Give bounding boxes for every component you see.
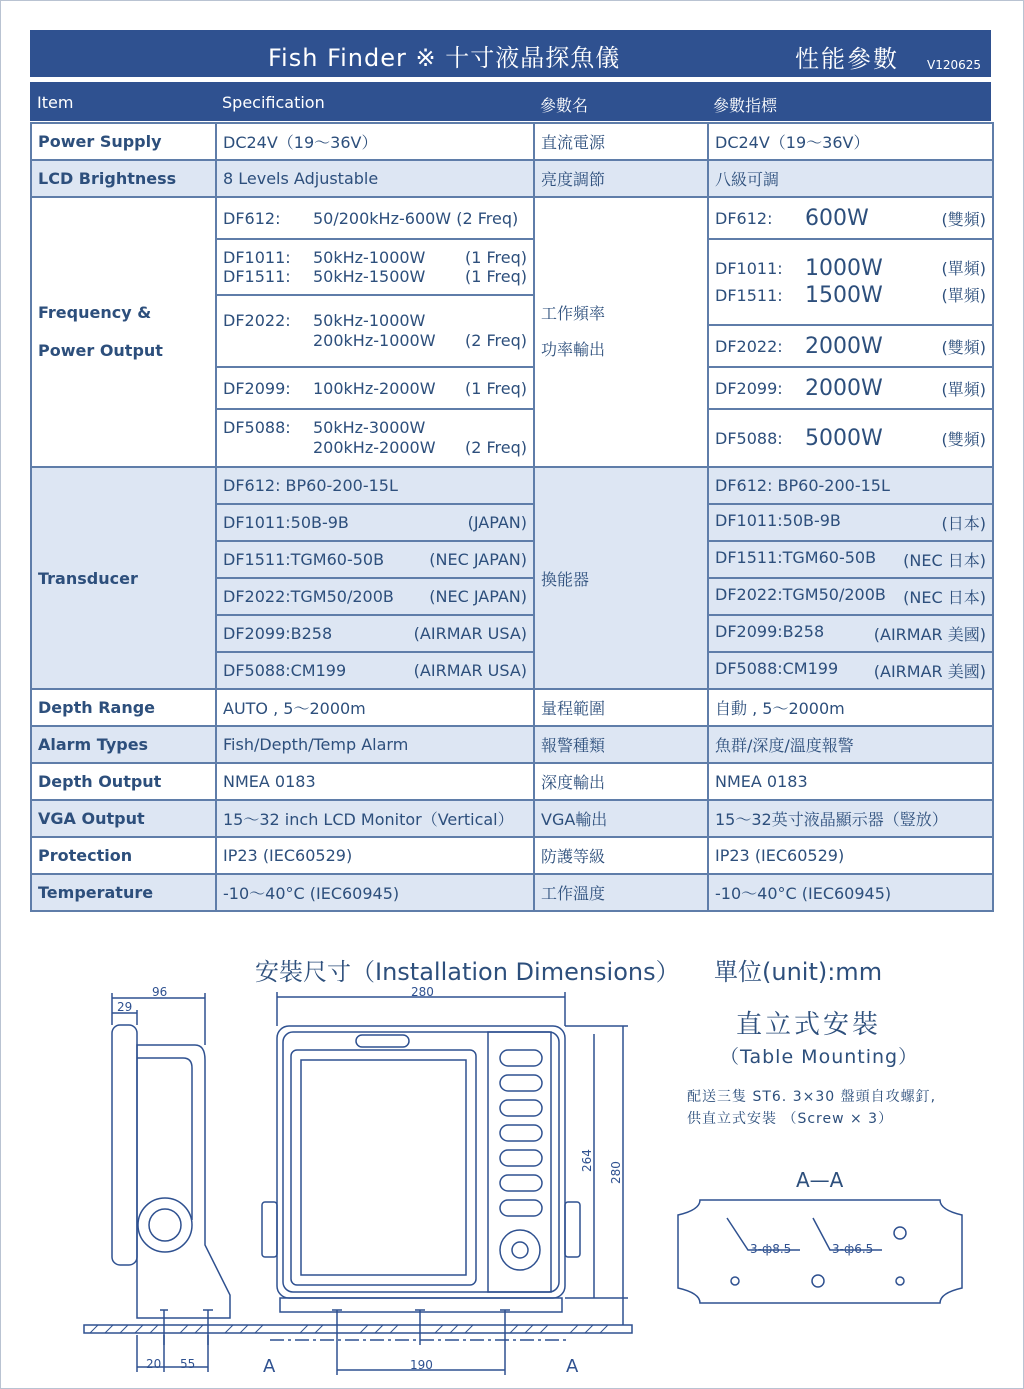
model-label: DF1011: bbox=[715, 259, 783, 278]
freq-mode: (2 Freq) bbox=[464, 331, 527, 350]
spec-value: 100kHz-2000W bbox=[313, 378, 436, 398]
model-label: DF2022: bbox=[715, 336, 783, 356]
side-view-body bbox=[112, 1025, 137, 1265]
hole-label: 3-ф6.5 bbox=[832, 1242, 874, 1256]
power-value: 600W bbox=[805, 205, 869, 231]
transducer-name: DF5088:CM199 bbox=[715, 659, 839, 678]
model-label: DF1511: bbox=[223, 267, 291, 286]
transducer-name: DF2022:TGM50/200B bbox=[715, 585, 886, 604]
cell-index: 八級可調 bbox=[708, 160, 993, 197]
screw-note: 供直立式安裝 （Screw × 3） bbox=[687, 1111, 894, 1127]
spec-value: 200kHz-2000W bbox=[313, 438, 436, 457]
mount-subtitle: （Table Mounting） bbox=[720, 1046, 919, 1068]
freq-mode: (單頻) bbox=[941, 259, 986, 278]
row-label: Depth Output bbox=[31, 763, 216, 800]
cell-param: 工作溫度 bbox=[534, 874, 708, 911]
transducer-name: DF2022:TGM50/200B bbox=[223, 587, 394, 606]
cell-spec: IP23 (IEC60529) bbox=[216, 837, 534, 874]
dim-29: 29 bbox=[117, 1000, 133, 1014]
power-value: 2000W bbox=[805, 375, 883, 401]
spec-value: 50kHz-1000W bbox=[313, 248, 426, 267]
page-title: Fish Finder ※ 十寸液晶探魚儀 bbox=[268, 44, 621, 72]
cell-spec: DC24V（19～36V） bbox=[216, 123, 534, 160]
power-value: 5000W bbox=[805, 425, 883, 451]
freq-mode: (2 Freq) bbox=[464, 438, 527, 457]
model-label: DF5088: bbox=[223, 418, 291, 437]
knob-inner bbox=[149, 1209, 181, 1241]
cell-param: 量程範圍 bbox=[534, 689, 708, 726]
dim-280-width: 280 bbox=[411, 985, 434, 999]
cell-spec: 15～32 inch LCD Monitor（Vertical） bbox=[216, 800, 534, 837]
cell-index: 15～32英寸液晶顯示器（豎放） bbox=[708, 800, 993, 837]
row-label: VGA Output bbox=[31, 800, 216, 837]
spec-value: 50kHz-1500W bbox=[313, 267, 426, 286]
transducer-name: DF5088:CM199 bbox=[223, 661, 347, 680]
col-spec: Specification bbox=[222, 93, 325, 112]
row-label: Depth Range bbox=[31, 689, 216, 726]
side-knob-right bbox=[565, 1202, 580, 1257]
transducer-origin: (AIRMAR 美國) bbox=[873, 625, 986, 644]
cell-index: 自動 , 5～2000m bbox=[708, 689, 993, 726]
transducer-origin: (NEC JAPAN) bbox=[429, 550, 527, 569]
cell-index: NMEA 0183 bbox=[708, 763, 993, 800]
dim-190: 190 bbox=[410, 1358, 433, 1372]
knob-outer bbox=[138, 1198, 192, 1252]
col-index: 參數指標 bbox=[713, 96, 778, 115]
cell-param: 亮度調節 bbox=[534, 160, 708, 197]
spec-value: 50kHz-3000W bbox=[313, 418, 426, 437]
spec-value: 50/200kHz-600W (2 Freq) bbox=[313, 208, 519, 228]
row-label: LCD Brightness bbox=[31, 160, 216, 197]
cell-param: 深度輸出 bbox=[534, 763, 708, 800]
side-knob-left bbox=[262, 1202, 277, 1257]
side-view-bracket-inner bbox=[137, 1058, 192, 1220]
freq-mode: (1 Freq) bbox=[464, 248, 527, 267]
transducer-name: DF1511:TGM60-50B bbox=[223, 550, 385, 569]
dim-55: 55 bbox=[180, 1357, 196, 1371]
cell-param: VGA輸出 bbox=[534, 800, 708, 837]
col-param: 參數名 bbox=[540, 96, 589, 115]
freq-mode: (1 Freq) bbox=[464, 267, 527, 286]
mount-hole bbox=[812, 1275, 824, 1287]
transducer-origin: (NEC 日本) bbox=[903, 588, 986, 607]
cell-index: 魚群/深度/溫度報警 bbox=[708, 726, 993, 763]
transducer-name: DF612: BP60-200-15L bbox=[223, 476, 398, 495]
param-line: 功率輸出 bbox=[541, 340, 606, 359]
cell-param: 換能器 bbox=[534, 467, 708, 689]
cell-index: -10～40°C (IEC60945) bbox=[708, 874, 993, 911]
transducer-name: DF1011:50B-9B bbox=[223, 513, 349, 532]
power-value: 1000W bbox=[805, 256, 883, 281]
cell-index: DC24V（19～36V） bbox=[708, 123, 993, 160]
hole-label: 3-ф8.5 bbox=[750, 1242, 792, 1256]
model-label: DF1011: bbox=[223, 248, 291, 267]
ground-hatch bbox=[90, 1325, 608, 1333]
keypad-buttons bbox=[500, 1050, 542, 1216]
cell-spec: AUTO , 5～2000m bbox=[216, 689, 534, 726]
model-label: DF2022: bbox=[223, 311, 291, 330]
transducer-origin: (JAPAN) bbox=[467, 513, 527, 532]
transducer-name: DF1011:50B-9B bbox=[715, 511, 841, 530]
lcd-screen-frame bbox=[291, 1050, 476, 1285]
dim-264: 264 bbox=[580, 1149, 594, 1172]
install-title: 安裝尺寸（Installation Dimensions） bbox=[255, 958, 680, 986]
model-label: DF1511: bbox=[715, 286, 783, 305]
dim-20: 20 bbox=[146, 1357, 162, 1371]
version-label: V120625 bbox=[927, 58, 982, 72]
param-line: 工作頻率 bbox=[541, 304, 606, 323]
lcd-screen bbox=[301, 1060, 466, 1275]
row-label: Transducer bbox=[31, 467, 216, 689]
cell-spec: 8 Levels Adjustable bbox=[216, 160, 534, 197]
cell-index: IP23 (IEC60529) bbox=[708, 837, 993, 874]
transducer-origin: (AIRMAR USA) bbox=[413, 661, 527, 680]
cell-spec: -10～40°C (IEC60945) bbox=[216, 874, 534, 911]
dim-96: 96 bbox=[152, 985, 168, 999]
ground-line bbox=[84, 1325, 632, 1333]
transducer-origin: (日本) bbox=[941, 514, 986, 533]
model-label: DF2099: bbox=[223, 378, 291, 398]
freq-mode: (雙頻) bbox=[941, 209, 986, 229]
transducer-name: DF2099:B258 bbox=[715, 622, 825, 641]
transducer-origin: (AIRMAR 美國) bbox=[873, 662, 986, 681]
transducer-origin: (NEC JAPAN) bbox=[429, 587, 527, 606]
cell-param: 報警種類 bbox=[534, 726, 708, 763]
section-marker-a: A bbox=[566, 1356, 579, 1377]
cell-param: 防護等級 bbox=[534, 837, 708, 874]
freq-mode: (雙頻) bbox=[941, 337, 986, 357]
model-label: DF612: bbox=[223, 208, 281, 228]
freq-mode: (雙頻) bbox=[941, 429, 986, 449]
model-label: DF2099: bbox=[715, 378, 783, 398]
cursor-pad bbox=[500, 1230, 540, 1270]
row-label: Temperature bbox=[31, 874, 216, 911]
section-marker-a: A bbox=[263, 1356, 276, 1377]
row-label: Power Supply bbox=[31, 123, 216, 160]
mount-hole bbox=[896, 1277, 904, 1285]
mount-title: 直立式安裝 bbox=[736, 1010, 882, 1040]
mount-hole bbox=[894, 1227, 906, 1239]
transducer-name: DF612: BP60-200-15L bbox=[715, 476, 890, 495]
col-item: Item bbox=[37, 93, 74, 112]
unit-label: 單位(unit):mm bbox=[714, 958, 883, 986]
spec-value: 50kHz-1000W bbox=[313, 311, 426, 330]
handle-slot bbox=[356, 1035, 409, 1047]
freq-mode: (1 Freq) bbox=[464, 378, 527, 398]
row-label-line: Power Output bbox=[38, 341, 163, 360]
section-plate bbox=[678, 1200, 962, 1303]
power-value: 2000W bbox=[805, 333, 883, 359]
cell-param: 直流電源 bbox=[534, 123, 708, 160]
row-label: Alarm Types bbox=[31, 726, 216, 763]
transducer-name: DF2099:B258 bbox=[223, 624, 333, 643]
page-subtitle: 性能參數 bbox=[795, 45, 899, 73]
dim-280-height: 280 bbox=[609, 1161, 623, 1184]
power-value: 1500W bbox=[805, 283, 883, 308]
model-label: DF5088: bbox=[715, 428, 783, 448]
freq-mode: (單頻) bbox=[941, 379, 986, 399]
transducer-origin: (NEC 日本) bbox=[903, 551, 986, 570]
spec-value: 200kHz-1000W bbox=[313, 331, 436, 350]
freq-mode: (單頻) bbox=[941, 286, 986, 305]
transducer-name: DF1511:TGM60-50B bbox=[715, 548, 877, 567]
screw-note: 配送三隻 ST6. 3×30 盤頭自攻螺釘, bbox=[687, 1089, 937, 1105]
mount-hole bbox=[731, 1277, 739, 1285]
row-label-line: Frequency & bbox=[38, 303, 152, 322]
model-label: DF612: bbox=[715, 208, 773, 228]
transducer-origin: (AIRMAR USA) bbox=[413, 624, 527, 643]
cell-spec: Fish/Depth/Temp Alarm bbox=[216, 726, 534, 763]
row-label: Protection bbox=[31, 837, 216, 874]
side-view-bracket bbox=[137, 1045, 230, 1318]
cell-spec: NMEA 0183 bbox=[216, 763, 534, 800]
section-label: A—A bbox=[796, 1168, 844, 1192]
